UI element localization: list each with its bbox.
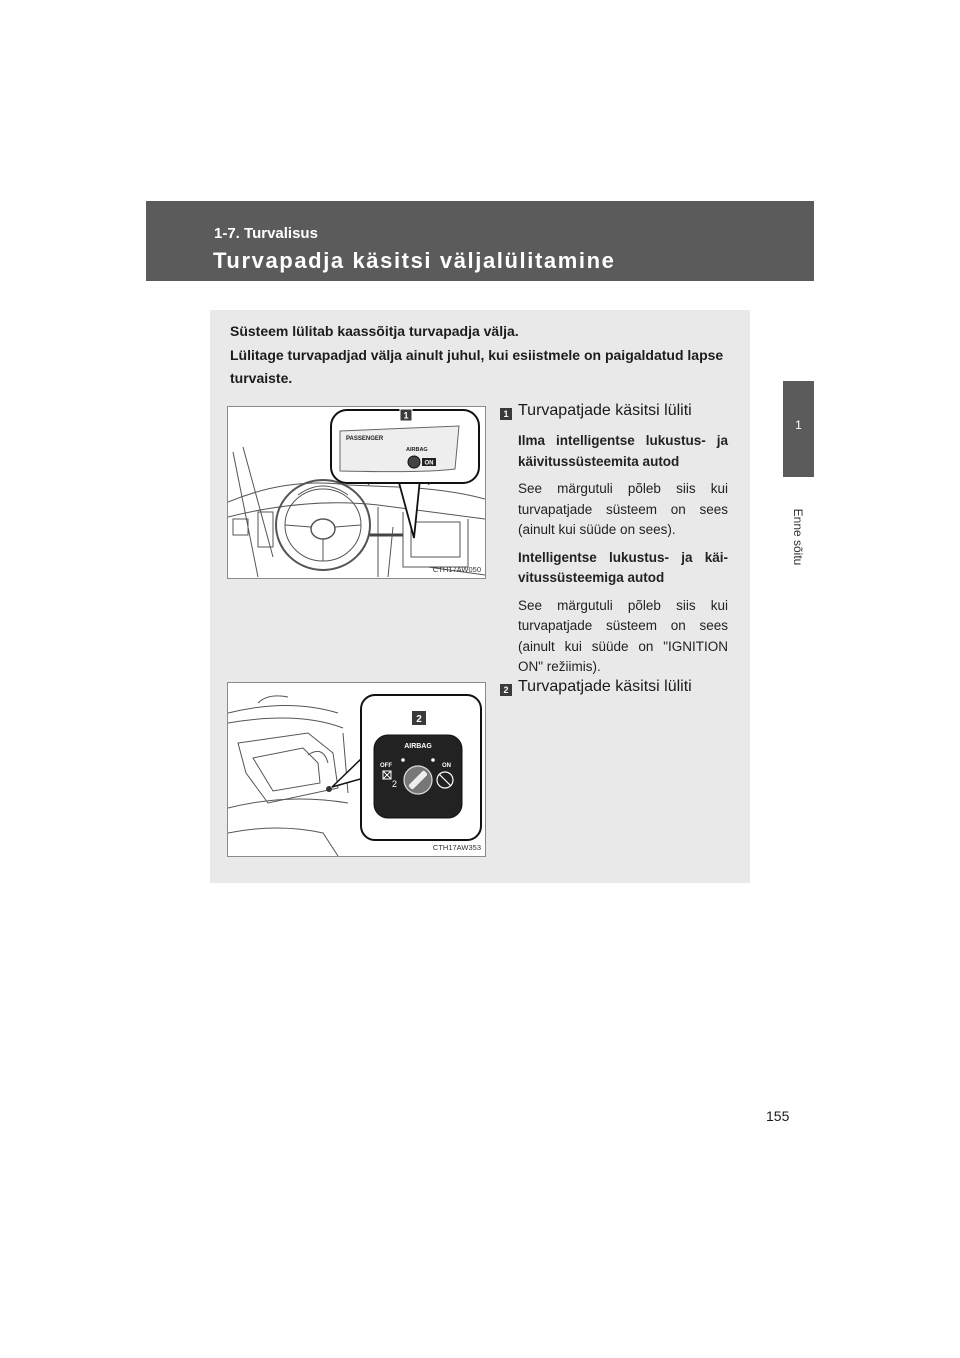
figure2-airbag-label: AIRBAG bbox=[404, 743, 432, 750]
figure2-off-label: OFF bbox=[380, 763, 392, 769]
section-label: 1-7. Turvalisus bbox=[214, 225, 318, 242]
figure1-panel-airbag: AIRBAG bbox=[406, 447, 428, 453]
item1-body bbox=[518, 431, 728, 685]
intro-line-2: Lülitage turvapadjad välja ainult juhul, kui esiistmele on paigaldatud lapse turvaiste. bbox=[230, 346, 724, 386]
airbag-off-indicator-icon bbox=[408, 456, 420, 468]
airbag-switch-figure bbox=[227, 682, 486, 857]
chapter-tab[interactable] bbox=[783, 381, 814, 477]
content-box bbox=[210, 310, 750, 883]
svg-text:2: 2 bbox=[392, 779, 398, 789]
figure1-panel-on: ON bbox=[424, 460, 434, 467]
figure2-code: CTH17AW353 bbox=[432, 843, 481, 852]
figure2-on-label: ON bbox=[442, 763, 451, 769]
item2-number-badge: 2 bbox=[500, 684, 512, 696]
chapter-number: 1 bbox=[795, 418, 802, 432]
page-number: 155 bbox=[766, 1108, 790, 1124]
intro-text bbox=[230, 320, 740, 391]
item1-sub2-title: Intelligentse lukustus- ja käi- vitussüsteemiga autod bbox=[518, 549, 728, 585]
intro-line-1: Süsteem lülitab kaassõitja turvapadja välja. bbox=[230, 323, 519, 339]
item1-title: Turvapatjade käsitsi lüliti bbox=[518, 402, 692, 419]
airbag-switch-illustration bbox=[228, 683, 485, 856]
switch-location-marker bbox=[326, 786, 332, 792]
section-header bbox=[146, 201, 814, 281]
dashboard-figure bbox=[227, 406, 486, 579]
figure2-callout-number: 2 bbox=[416, 714, 422, 725]
item1-sub1-text: See märgutuli põleb siis kui turvapatjade süsteem on sees (ainult kui süüde on sees). bbox=[518, 481, 728, 537]
item2-title: Turvapatjade käsitsi lüliti bbox=[518, 678, 692, 695]
item1-sub1-title: Ilma intelligentse lukustus- ja käivitussüsteemita autod bbox=[518, 433, 728, 469]
figure1-panel-passenger: PASSENGER bbox=[346, 436, 384, 442]
item1-number-badge: 1 bbox=[500, 408, 512, 420]
chapter-label-container bbox=[778, 482, 818, 592]
chapter-label: Enne sõitu bbox=[791, 508, 805, 566]
figure1-callout-number: 1 bbox=[403, 410, 409, 421]
page-title: Turvapadja käsitsi väljalülitamine bbox=[213, 248, 616, 273]
dashboard-illustration bbox=[228, 407, 485, 578]
item1-sub2-text: See märgutuli põleb siis kui turvapatjade süsteem on sees (ainult kui süüde on "IGNITION ON" režiimis). bbox=[518, 597, 728, 674]
figure1-code: CTH17AW050 bbox=[432, 565, 481, 574]
